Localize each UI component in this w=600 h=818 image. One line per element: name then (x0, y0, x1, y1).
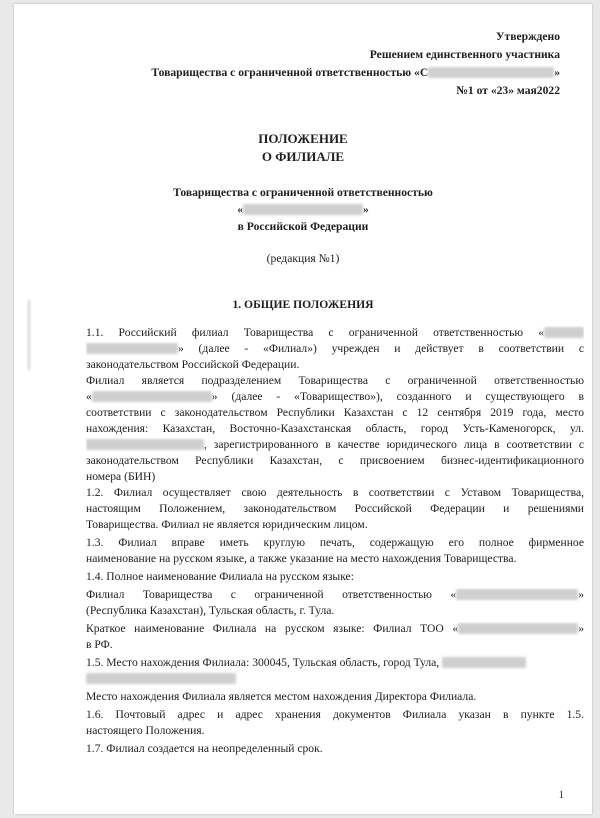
text-line: законодательством Российской Федерации. (86, 358, 300, 371)
text-line: Место нахождения Филиала является местом нахождения Директора Филиала. (86, 690, 477, 703)
text-line: Товарищества. Филиал не является юридическим лицом. (86, 518, 368, 531)
redacted-line (86, 672, 236, 686)
edition-label: (редакция №1) (266, 252, 340, 265)
text-line: 1.5. Место нахождения Филиала: 300045, Тульская область, город Тула, (86, 656, 526, 670)
text-line: настоящим Положением, законодательством Российской Федерации и решениями (86, 502, 584, 515)
scan-artifact (28, 300, 30, 370)
page-number: 1 (558, 790, 564, 801)
text-line: в РФ. (86, 638, 113, 651)
text-line: 1.7. Филиал создается на неопределенный срок. (86, 742, 323, 755)
text-line: номера (БИН) (86, 470, 156, 483)
text-line: » (далее - «Филиал») учрежден и действует в соответствии с (86, 342, 584, 356)
subtitle-line-3: в Российской Федерации (237, 220, 369, 233)
text-line: соответствии с законодательством Республики Казахстан с 12 сентября 2019 года, место (86, 406, 584, 419)
text-line: законодательством Республики Казахстан, с присвоением бизнес-идентификационного (86, 454, 584, 467)
approval-line-4: №1 от «23» мая2022 (456, 84, 560, 97)
text-line: « » (далее - «Товарищество»), созданного и существующего в (86, 390, 584, 403)
text-line: Филиал является подразделением Товарищества с ограниченной ответственностью (86, 374, 584, 387)
text-line: (Республика Казахстан), Тульская область, г. Тула. (86, 604, 335, 617)
subtitle-line-2: « » (237, 203, 369, 216)
text-line: 1.4. Полное наименование Филиала на русском языке: (86, 570, 354, 583)
text-line: 1.3. Филиал вправе иметь круглую печать, содержащую его полное фирменное (86, 536, 584, 549)
title-line-1: ПОЛОЖЕНИЕ (258, 131, 348, 146)
text-line: нахождения: Казахстан, Восточно-Казахстанская область, город Усть-Каменогорск, ул. (86, 422, 584, 435)
document-page (14, 4, 592, 814)
text-line: 1.6. Почтовый адрес и адрес хранения документов Филиала указан в пункте 1.5. (86, 708, 584, 721)
text-line: Краткое наименование Филиала на русском языке: Филиал ТОО « » (86, 622, 584, 635)
text-line: настоящего Положения. (86, 724, 205, 737)
text-line: Филиал Товарищества с ограниченной ответственностью « » (86, 588, 584, 601)
title-line-2: О ФИЛИАЛЕ (261, 149, 345, 164)
text-line: 1.1. Российский филиал Товарищества с ограниченной ответственностью « (86, 326, 584, 340)
approval-line-2: Решением единственного участника (369, 48, 560, 61)
section-heading: 1. ОБЩИЕ ПОЛОЖЕНИЯ (232, 298, 374, 311)
text-line: 1.2. Филиал осуществляет свою деятельность в соответствии с Уставом Товарищества, (86, 486, 584, 499)
approval-line-3: Товарищества с ограниченной ответственностью «С » (151, 66, 560, 79)
text-line: , зарегистрированного в качестве юридического лица в соответствии с (86, 438, 584, 452)
approval-line-1: Утверждено (496, 30, 560, 43)
subtitle-line-1: Товарищества с ограниченной ответственностью (173, 186, 433, 199)
text-line: наименование на русском языке, а также указание на место нахождения Товарищества. (86, 552, 517, 565)
